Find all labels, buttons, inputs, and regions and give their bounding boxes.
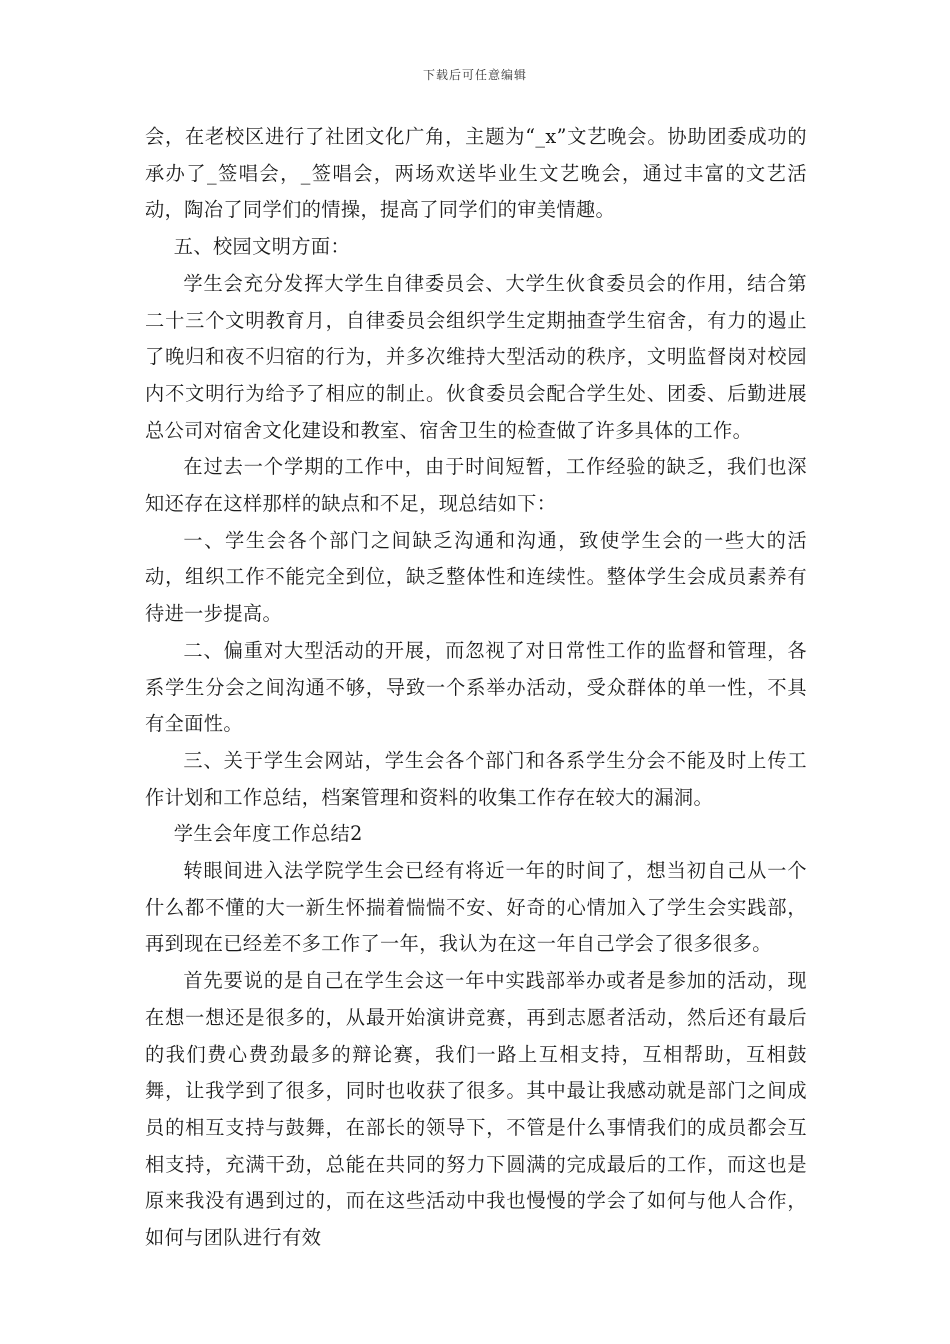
document-body xyxy=(145,119,807,1257)
paragraph-issue-1: 一、学生会各个部门之间缺乏沟通和沟通，致使学生会的一些大的活动，组织工作不能完全到位，缺乏整体性和连续性。整体学生会成员素养有待进一步提高。 xyxy=(145,528,807,626)
page-header: 下载后可任意编辑 xyxy=(422,68,527,82)
paragraph: 学生会充分发挥大学生自律委员会、大学生伙食委员会的作用，结合第二十三个文明教育月，自律委员会组织学生定期抽查学生宿舍，有力的遏止了晚归和夜不归宿的行为，并多次维持大型活动的秩序，文明监督岗对校园内不文明行为给予了相应的制止。伙食委员会配合学生处、团委、后勤进展总公司对宿舍文化建设和教室、宿舍卫生的检查做了许多具体的工作。 xyxy=(145,271,807,442)
section-title-summary-2: 学生会年度工作总结2 xyxy=(173,822,363,846)
paragraph-issue-3: 三、关于学生会网站，学生会各个部门和各系学生分会不能及时上传工作计划和工作总结，档案管理和资料的收集工作存在较大的漏洞。 xyxy=(145,748,807,809)
paragraph: 在过去一个学期的工作中，由于时间短暂，工作经验的缺乏，我们也深知还存在这样那样的缺点和不足，现总结如下： xyxy=(145,455,807,516)
paragraph-issue-2: 二、偏重对大型活动的开展，而忽视了对日常性工作的监督和管理，各系学生分会之间沟通不够，导致一个系举办活动，受众群体的单一性，不具有全面性。 xyxy=(145,638,807,736)
paragraph: 转眼间进入法学院学生会已经有将近一年的时间了，想当初自己从一个什么都不懂的大一新生怀揣着惴惴不安、好奇的心情加入了学生会实践部，再到现在已经差不多工作了一年，我认为在这一年自己学会了很多很多。 xyxy=(145,859,807,956)
section-heading-campus-civility: 五、校园文明方面： xyxy=(173,235,351,259)
paragraph: 首先要说的是自己在学生会这一年中实践部举办或者是参加的活动，现在想一想还是很多的，从最开始演讲竞赛，再到志愿者活动，然后还有最后的我们费心费劲最多的辩论赛，我们一路上互相支持，互相帮助，互相鼓舞，让我学到了很多，同时也收获了很多。其中最让我感动就是部门之间成员的相互支持与鼓舞，在部长的领导下，不管是什么事情我们的成员都会互相支持，充满干劲，总能在共同的努力下圆满的完成最后的工作，而这也是原来我没有遇到过的，而在这些活动中我也慢慢的学会了如何与他人合作，如何与团队进行有效 xyxy=(145,969,807,1250)
paragraph-continued: 会，在老校区进行了社团文化广角，主题为“_x”文艺晚会。协助团委成功的承办了_签唱会，_签唱会，两场欢送毕业生文艺晚会，通过丰富的文艺活动，陶冶了同学们的情操，提高了同学们的审美情趣。 xyxy=(145,125,807,222)
